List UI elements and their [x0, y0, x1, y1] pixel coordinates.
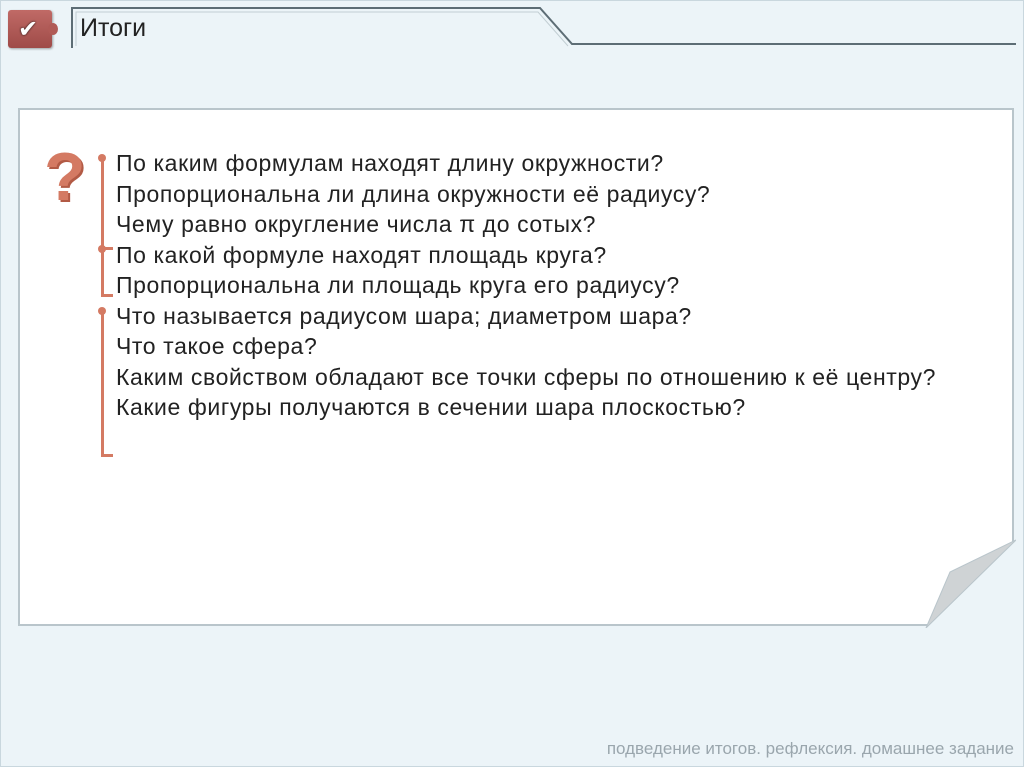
question-item: Что такое сфера? [116, 333, 318, 359]
footer-caption: подведение итогов. рефлексия. домашнее задание [606, 739, 1014, 758]
question-item: По какой формуле находят площадь круга? [116, 241, 607, 268]
bracket-group-2 [100, 245, 110, 297]
check-badge [8, 10, 52, 48]
questions-list [116, 148, 996, 423]
header [0, 0, 1024, 60]
question-item: Какие фигуры получаются в сечении шара плоскостью? [116, 394, 746, 420]
question-item: Что называется радиусом шара; диаметром шара? [116, 302, 692, 329]
question-item: По каким формулам находят длину окружности? [116, 150, 664, 176]
question-mark-icon: ? [44, 139, 86, 215]
page-title: Итоги [80, 14, 147, 42]
question-item: Пропорциональна ли длина окружности её радиусу? [116, 180, 711, 207]
header-tab-outline [0, 0, 1024, 60]
question-item: Пропорциональна ли площадь круга его радиусу? [116, 272, 680, 298]
questions-card [18, 108, 1014, 626]
check-icon: ✔ [18, 15, 39, 43]
bracket-group-1 [100, 154, 110, 250]
question-item: Чему равно округление числа π до сотых? [116, 211, 597, 237]
question-item: Каким свойством обладают все точки сферы по отношению к её центру? [116, 363, 937, 390]
bracket-group-3 [100, 307, 110, 457]
